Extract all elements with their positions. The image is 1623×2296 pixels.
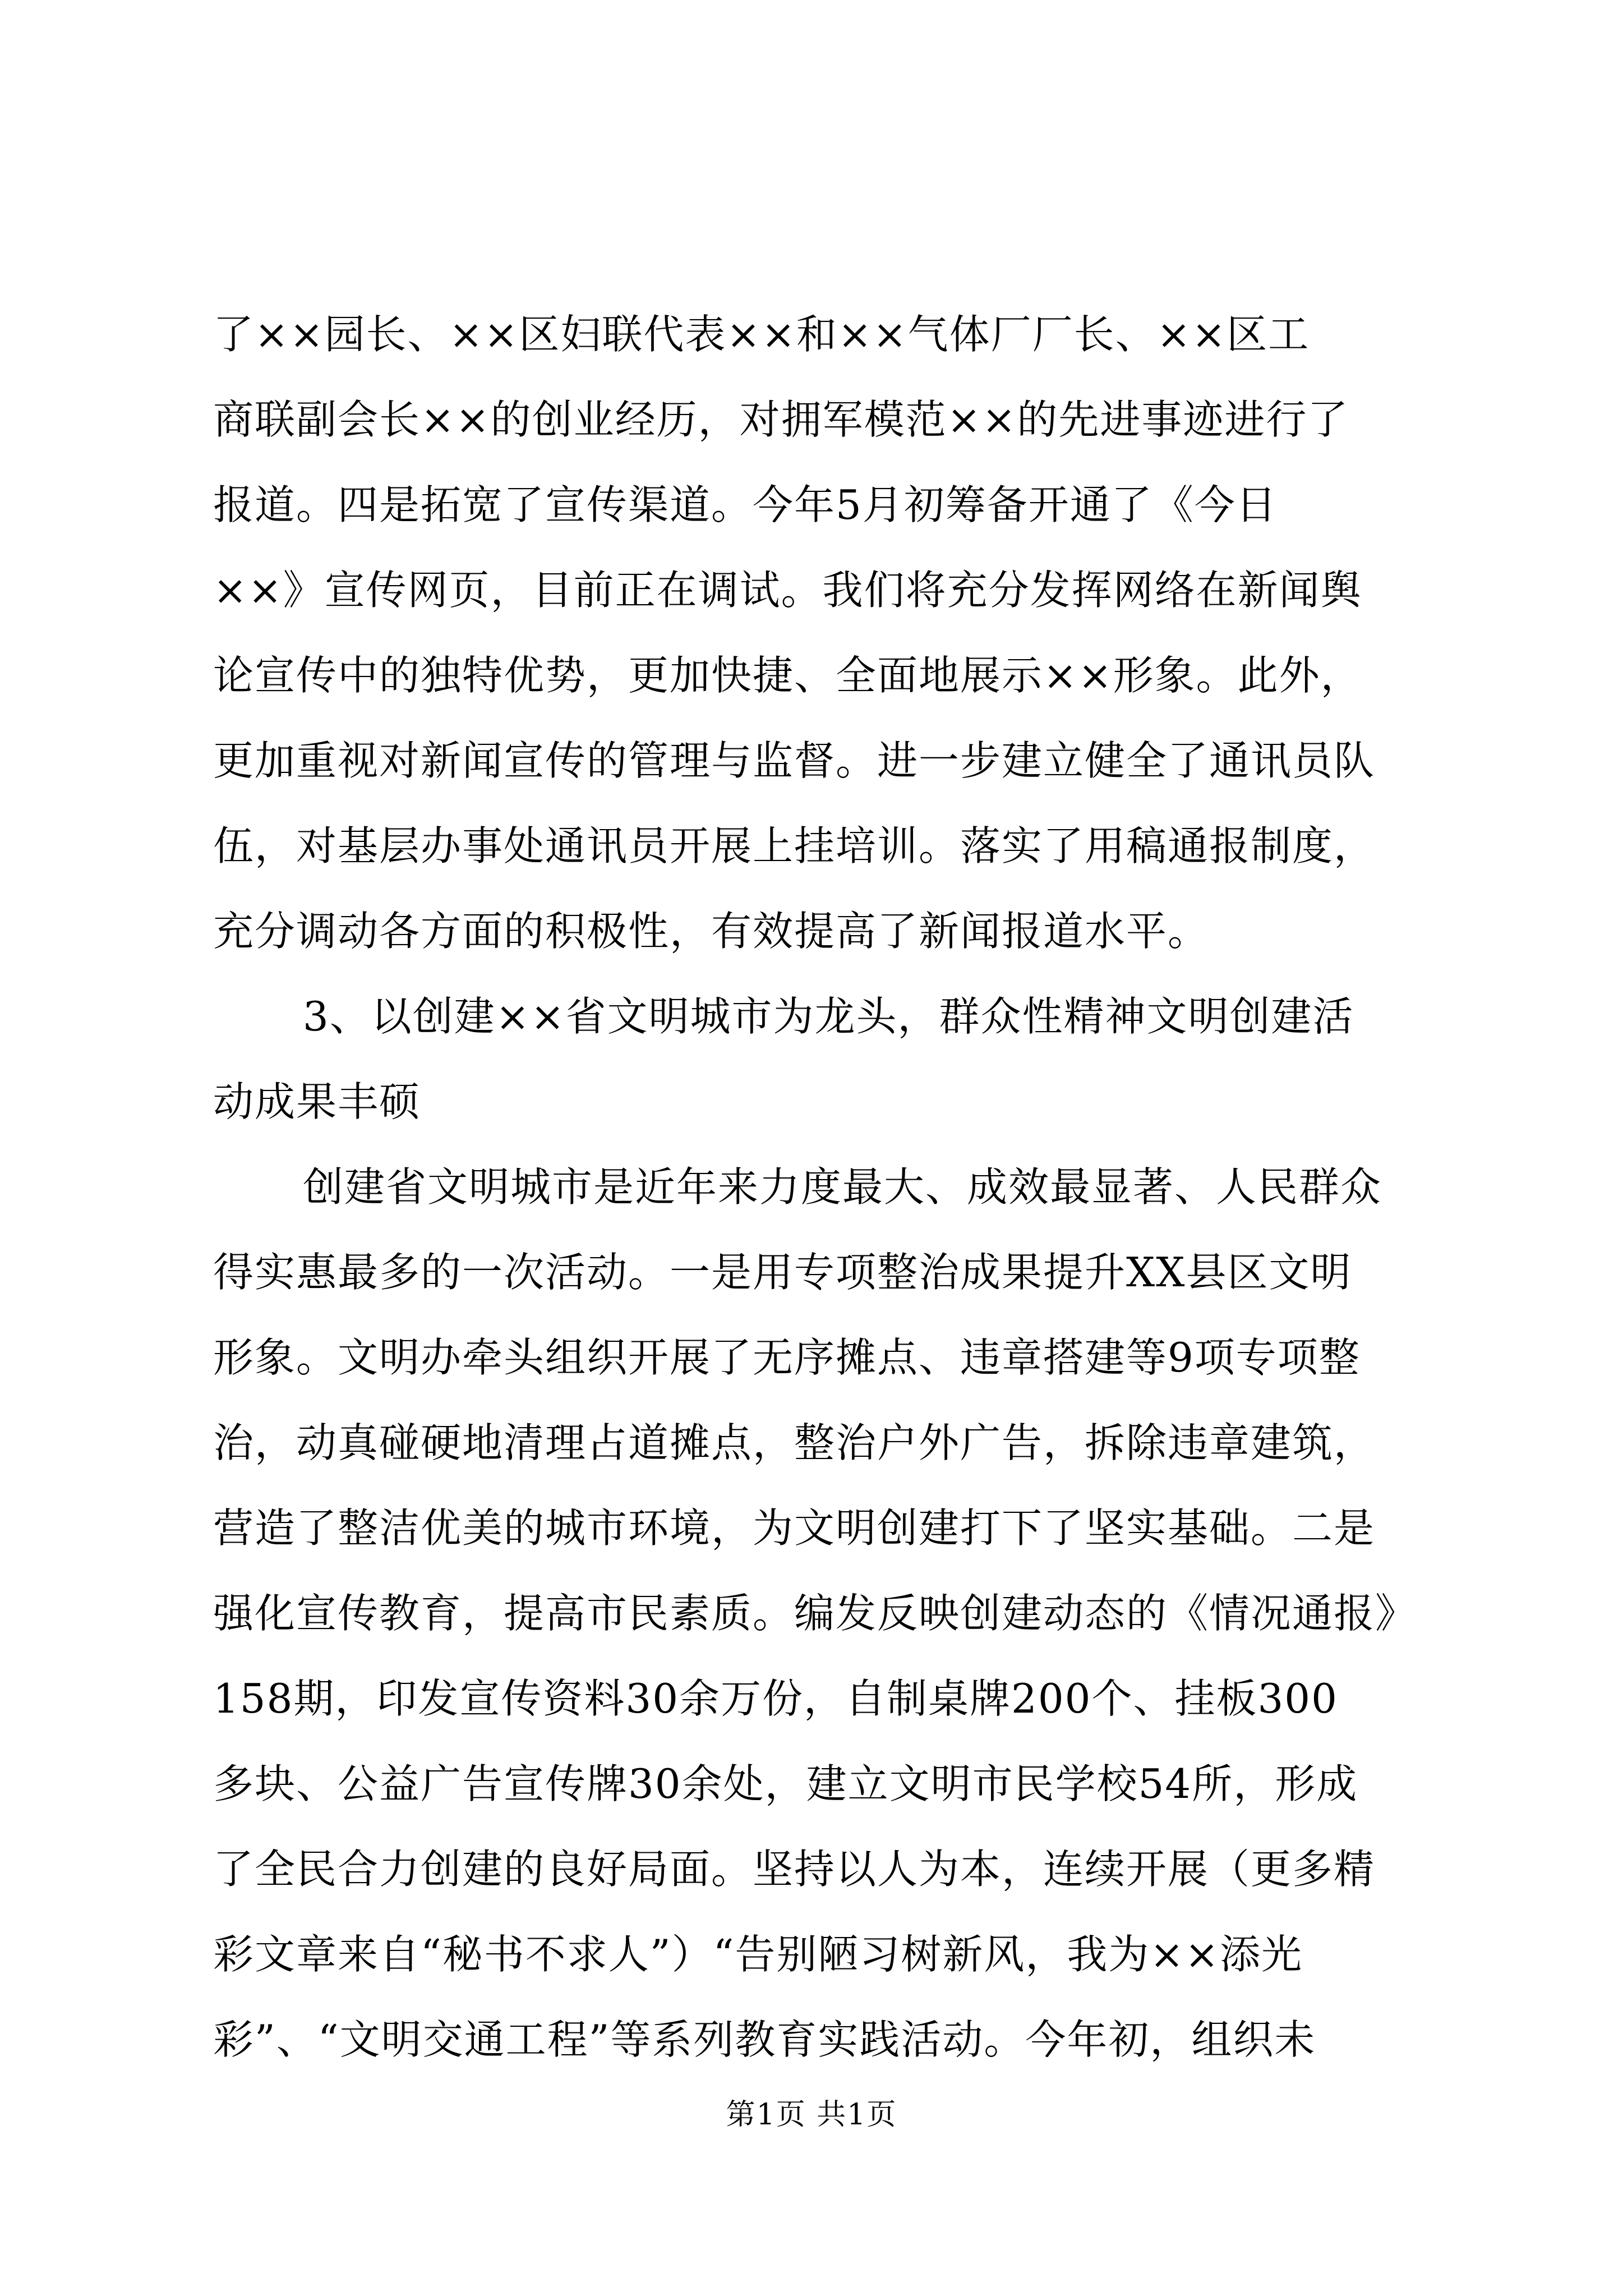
text-line: 充分调动各方面的积极性，有效提高了新闻报道水平。 bbox=[213, 908, 1210, 955]
paragraph-first-line: 创建省文明城市是近年来力度最大、成效最显著、人民群众 bbox=[303, 1163, 1382, 1211]
text-line: 形象。文明办牵头组织开展了无序摊点、违章搭建等9项专项整 bbox=[213, 1334, 1361, 1381]
text-line: 伍，对基层办事处通讯员开展上挂培训。落实了用稿通报制度， bbox=[213, 822, 1376, 869]
text-line: 更加重视对新闻宣传的管理与监督。进一步建立健全了通讯员队 bbox=[213, 737, 1376, 784]
document-body bbox=[213, 292, 1417, 2082]
text-line: ××》宣传网页，目前正在调试。我们将充分发挥网络在新闻舆 bbox=[213, 567, 1362, 614]
text-line: 彩文章来自“秘书不求人”）“告别陋习树新风，我为××添光 bbox=[213, 1931, 1303, 1978]
section-heading-line: 3、以创建××省文明城市为龙头，群众性精神文明创建活 bbox=[303, 993, 1354, 1040]
text-line: 了全民合力创建的良好局面。坚持以人为本，连续开展（更多精 bbox=[213, 1846, 1376, 1893]
text-line: 了××园长、××区妇联代表××和××气体厂厂长、××区工 bbox=[213, 311, 1310, 358]
text-line: 彩”、“文明交通工程”等系列教育实践活动。今年初，组织未 bbox=[213, 2016, 1316, 2063]
section-heading-line: 动成果丰硕 bbox=[213, 1078, 421, 1125]
text-line: 营造了整洁优美的城市环境，为文明创建打下了坚实基础。二是 bbox=[213, 1504, 1376, 1552]
text-line: 商联副会长××的创业经历，对拥军模范××的先进事迹进行了 bbox=[213, 396, 1349, 443]
page-number: 第1页 共1页 bbox=[726, 2098, 897, 2132]
text-line: 158期，印发宣传资料30余万份，自制桌牌200个、挂板300 bbox=[213, 1675, 1338, 1722]
text-line: 报道。四是拓宽了宣传渠道。今年5月初筹备开通了《今日 bbox=[213, 481, 1278, 528]
text-line: 得实惠最多的一次活动。一是用专项整治成果提升XX县区文明 bbox=[213, 1249, 1352, 1296]
text-line: 强化宣传教育，提高市民素质。编发反映创建动态的《情况通报》 bbox=[213, 1590, 1417, 1637]
text-line: 治，动真碰硬地清理占道摊点，整治户外广告，拆除违章建筑， bbox=[213, 1419, 1376, 1466]
page-footer bbox=[0, 2092, 1623, 2137]
text-line: 论宣传中的独特优势，更加快捷、全面地展示××形象。此外， bbox=[213, 652, 1362, 699]
text-line: 多块、公益广告宣传牌30余处，建立文明市民学校54所，形成 bbox=[213, 1760, 1358, 1807]
